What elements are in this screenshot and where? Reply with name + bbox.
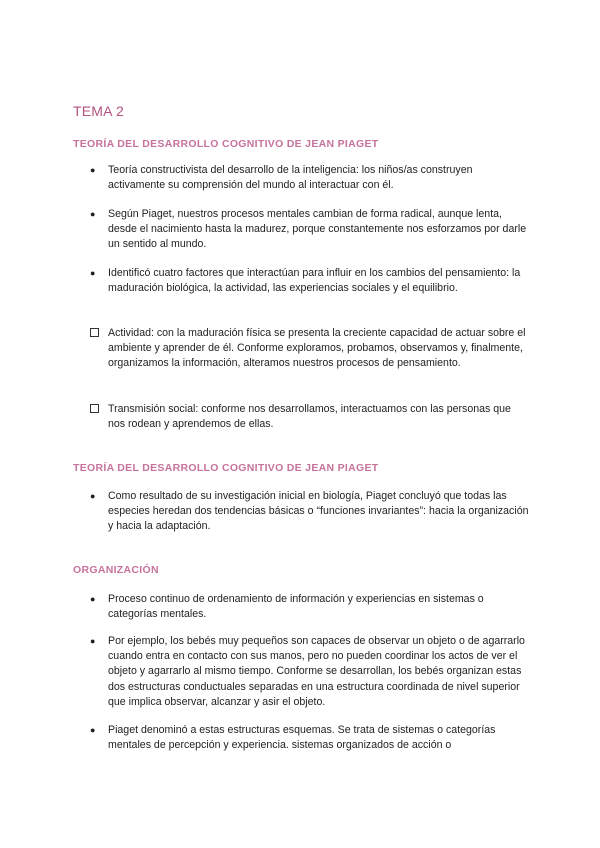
list-item	[90, 634, 530, 710]
bullet-icon: ●	[90, 268, 96, 278]
bullet-icon: ●	[90, 725, 96, 735]
list-item-text: Como resultado de su investigación inicial en biología, Piaget concluyó que todas las especies heredan dos tendencias básicas o “funciones invariantes”: hacia la organización y hacia la adaptación.	[108, 490, 529, 533]
list-item	[90, 592, 530, 622]
list-item-text: Según Piaget, nuestros procesos mentales cambian de forma radical, aunque lenta, desde el nacimiento hasta la madurez, porque constantemente nos esforzamos por darle un sentido al mundo.	[108, 208, 527, 251]
checkbox-box-icon	[90, 404, 99, 413]
list-item-text: Piaget denominó a estas estructuras esquemas. Se trata de sistemas o categorías mentales de percepción y experiencia. sistemas organizados de acción o	[108, 724, 496, 752]
list-item-text: Transmisión social: conforme nos desarrollamos, interactuamos con las personas que nos rodean y aprendemos de ellas.	[108, 403, 511, 431]
list-item	[90, 266, 530, 296]
section-heading-theory-2: TEORÍA DEL DESARROLLO COGNITIVO DE JEAN PIAGET	[73, 462, 379, 474]
list-item-text: Teoría constructivista del desarrollo de la inteligencia: los niños/as construyen activamente su comprensión del mundo al interactuar con él.	[108, 164, 473, 192]
bullet-icon: ●	[90, 491, 96, 501]
bullet-icon: ●	[90, 636, 96, 646]
list-item	[90, 723, 530, 753]
section-heading-theory: TEORÍA DEL DESARROLLO COGNITIVO DE JEAN PIAGET	[73, 138, 379, 150]
list-item-text: Por ejemplo, los bebés muy pequeños son capaces de observar un objeto o de agarrarlo cuando entra en contacto con sus manos, pero no pueden coordinar los actos de ver el objeto y agarrarlo al mismo tiempo. Conforme se desarrollan, los bebés organizan estas dos estructuras conductuales separadas en una estructura coordinada de nivel superior que implica observar, alcanzar y asir el objeto.	[108, 635, 525, 708]
list-item-text: Actividad: con la maduración física se presenta la creciente capacidad de actuar sobre el ambiente y aprender de él. Conforme exploramos, probamos, observamos y, finalmente, organizamos la información, alteramos nuestros procesos de pensamiento.	[108, 327, 526, 370]
bullet-icon: ●	[90, 165, 96, 175]
page-title: TEMA 2	[73, 103, 124, 119]
list-item	[90, 489, 530, 535]
checkbox-box-icon	[90, 328, 99, 337]
list-item	[90, 207, 530, 253]
list-item	[90, 326, 530, 372]
checkbox-icon	[90, 402, 99, 418]
bullet-icon: ●	[90, 594, 96, 604]
list-item-text: Identificó cuatro factores que interactúan para influir en los cambios del pensamiento: la maduración biológica, la actividad, las experiencias sociales y el equilibrio.	[108, 267, 521, 295]
list-item-text: Proceso continuo de ordenamiento de información y experiencias en sistemas o categorías mentales.	[108, 593, 484, 621]
list-item	[90, 402, 530, 432]
section-heading-organizacion: ORGANIZACIÓN	[73, 564, 159, 576]
checkbox-icon	[90, 326, 99, 342]
list-item	[90, 163, 530, 193]
bullet-icon: ●	[90, 209, 96, 219]
